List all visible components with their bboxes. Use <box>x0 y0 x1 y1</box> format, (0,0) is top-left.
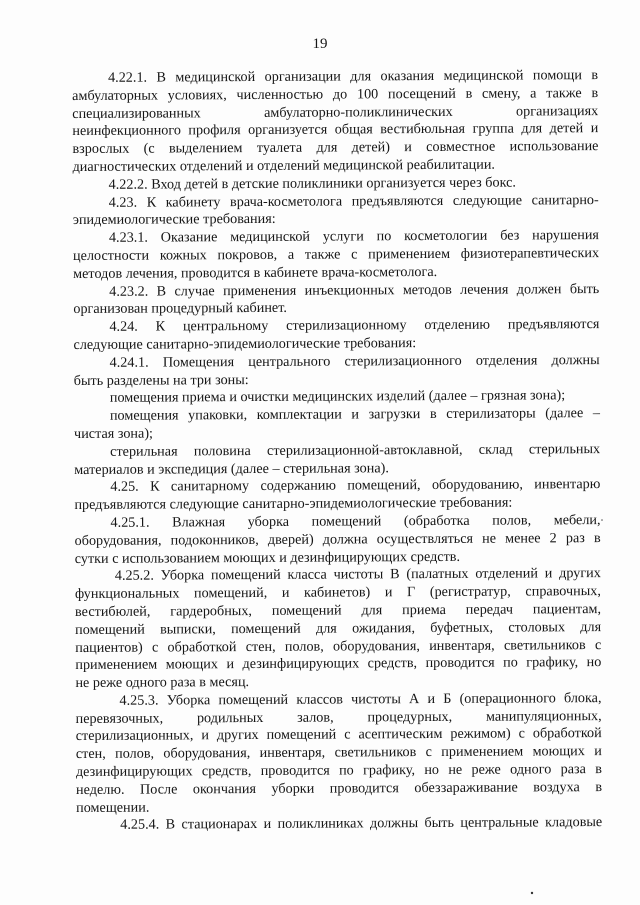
document-body <box>72 67 602 835</box>
text-line: предъявляются следующие санитарно-эпидемиологические требования: <box>74 494 513 514</box>
text-line: организован процедурный кабинет. <box>73 300 287 318</box>
text-line: функциональных помещений, и кабинетов) и Г (регистратур, справочных, <box>74 583 601 603</box>
text-line: следующие санитарно-эпидемиологические требования: <box>73 335 417 353</box>
text-line: 4.23.2. В случае применения инъекционных методов лечения должен быть <box>109 280 600 300</box>
text-line: методов лечения, проводится в кабинете врача-косметолога. <box>73 263 438 282</box>
text-line: амбулаторных условиях, численностью до 100 посещений в смену, а также в <box>72 84 599 104</box>
text-line: помещении. <box>76 799 150 816</box>
text-line: взрослых (с выделением туалета для детей) и совместное использование <box>72 138 599 158</box>
text-line: 4.24.1. Помещения центрального стерилизационного отделения должны <box>109 351 600 371</box>
text-line: сутки с использованием моющих и дезинфицирующих средств. <box>74 548 461 567</box>
text-line: пациентов) с обработкой стен, полов, оборудования, инвентаря, светильников с <box>75 636 602 656</box>
text-line: помещения приема и очистки медицинских изделий (далее – грязная зона); <box>109 387 566 407</box>
text-line: чистая зона); <box>73 425 154 442</box>
text-line: стен, полов, оборудования, инвентаря, светильников с применением моющих и <box>75 743 602 763</box>
text-line: 4.22.1. В медицинской организации для оказания медицинской помощи в <box>107 67 599 86</box>
text-line: помещений выписки, помещений для ожидания, буфетных, столовых для <box>75 618 602 638</box>
text-line: не реже одного раза в месяц. <box>75 674 250 692</box>
text-line: неинфекционного профиля организуется общая вестибюльная группа для детей и <box>72 120 599 140</box>
text-line: дезинфицирующих средств, проводится по графику, но не реже одного раза в <box>75 761 602 781</box>
text-line: 4.23. К кабинету врача-косметолога предъявляются следующие санитарно- <box>108 191 599 211</box>
text-line: целостности кожных покровов, а также с применением физиотерапевтических <box>72 245 600 264</box>
text-line: стерильная половина стерилизационной-автоклавной, склад стерильных <box>110 440 601 460</box>
text-line: 4.23.1. Оказание медицинской услуги по косметологии без нарушения <box>108 227 599 246</box>
text-line: 4.25.4. В стационарах и поликлиниках должны быть центральные кладовые <box>120 814 603 834</box>
text-line: вестибюлей, гардеробных, помещений для приема передач пациентам, <box>74 600 602 620</box>
text-line: материалов и экспедиция (далее – стерильная зона). <box>74 459 389 478</box>
text-line: 4.24. К центральному стерилизационному отделению предъявляются <box>109 316 600 335</box>
text-line: 4.25.3. Уборка помещений классов чистоты А и Б (операционного блока, <box>119 689 602 709</box>
text-line: 4.25.1. Влажная уборка помещений (обработка полов, мебели, <box>110 511 601 531</box>
text-line: 4.25. К санитарному содержанию помещений, оборудованию, инвентарю <box>110 476 601 496</box>
text-line: специализированных амбулаторно-поликлинических организациях <box>72 102 599 122</box>
text-line: оборудования, подоконников, дверей) должна осуществляться не менее 2 раз в <box>74 529 601 549</box>
text-line: диагностических отделений и отделений медицинской реабилитации. <box>72 156 495 175</box>
text-line: быть разделены на три зоны: <box>73 371 249 389</box>
text-line: перевязочных, родильных залов, процедурных, манипуляционных, <box>75 707 602 727</box>
page-number: 19 <box>312 36 328 52</box>
text-line: эпидемиологические требования: <box>72 211 276 229</box>
text-line: 4.25.2. Уборка помещений класса чистоты В (палатных отделений и других <box>114 565 601 585</box>
text-line: применением моющих и дезинфицирующих средств, проводится по графику, но <box>75 654 602 674</box>
text-line: неделю. После окончания уборки проводится обеззараживание воздуха в <box>75 778 603 798</box>
text-line: помещения упаковки, комплектации и загрузки в стерилизаторы (далее – <box>109 405 600 424</box>
text-line: 4.22.2. Вход детей в детские поликлиники организуется через бокс. <box>108 174 516 193</box>
text-line: стерилизационных, и других помещений с асептическим режимом) с обработкой <box>75 725 602 745</box>
